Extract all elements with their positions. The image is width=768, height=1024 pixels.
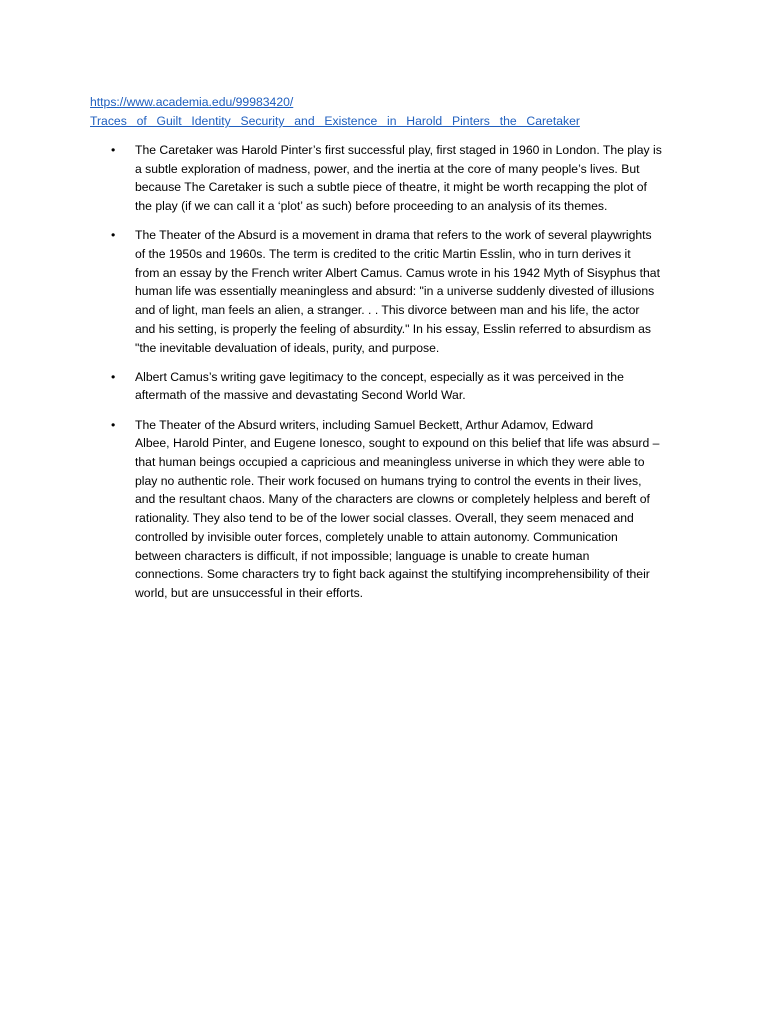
bullet-list — [90, 141, 690, 613]
bullet-item-theater-of-absurd — [90, 226, 690, 357]
bullet-item-caretaker-summary — [90, 141, 690, 216]
source-url-link[interactable]: https://www.academia.edu/99983420/ — [90, 95, 294, 109]
text-line: human life was essentially meaningless and absurd: "in a universe suddenly divested of illusions — [135, 284, 655, 299]
text-line: The Theater of the Absurd writers, including Samuel Beckett, Arthur Adamov, Edward — [135, 417, 594, 432]
bullet-item-camus-legitimacy — [90, 368, 690, 405]
text-line: rationality. They also tend to be of the lower social classes. Overall, they seem menaced and — [135, 511, 634, 526]
text-line: that human beings occupied a capricious and meaningless universe in which they were able to — [135, 455, 645, 470]
text-line: controlled by invisible outer forces, completely unable to attain autonomy. Communication — [135, 529, 618, 544]
text-line: connections. Some characters try to fight back against the stultifying incomprehensibility of their — [135, 567, 650, 582]
text-line: and of light, man feels an alien, a stranger. . . This divorce between man and his life, the actor — [135, 303, 640, 318]
text-line: Albert Camus’s writing gave legitimacy to the concept, especially as it was perceived in the — [135, 369, 624, 384]
bullet-icon: • — [111, 143, 116, 157]
text-line: "the inevitable devaluation of ideals, purity, and purpose. — [135, 340, 440, 355]
text-line: play no authentic role. Their work focused on humans trying to control the events in their lives, — [135, 473, 642, 488]
paragraph-text — [135, 416, 687, 603]
text-line: from an essay by the French writer Albert Camus. Camus wrote in his 1942 Myth of Sisyphus that — [135, 265, 660, 280]
paragraph-text — [135, 141, 687, 216]
text-line: the play (if we can call it a ‘plot’ as such) before proceeding to an analysis of its themes. — [135, 199, 608, 214]
bullet-icon: • — [111, 369, 116, 384]
bullet-icon: • — [111, 417, 116, 432]
bullet-item-absurd-writers — [90, 416, 690, 603]
source-title-link[interactable]: Traces of Guilt Identity Security and Existence in Harold Pinters the Caretaker — [90, 114, 580, 128]
text-line: between characters is difficult, if not impossible; language is unable to create human — [135, 548, 590, 563]
text-line: and his setting, is properly the feeling of absurdity." In his essay, Esslin referred to absurdism as — [135, 321, 651, 336]
source-links — [90, 93, 690, 131]
text-line: The Caretaker was Harold Pinter’s first successful play, first staged in 1960 in London. The play is — [135, 143, 662, 157]
text-line: of the 1950s and 1960s. The term is credited to the critic Martin Esslin, who in turn derives it — [135, 247, 631, 262]
text-line: a subtle exploration of madness, power, and the inertia at the core of many people’s lives. But — [135, 161, 640, 176]
paragraph-text — [135, 368, 687, 405]
paragraph-text — [135, 226, 687, 357]
text-line: world, but are unsuccessful in their efforts. — [135, 585, 364, 600]
text-line: The Theater of the Absurd is a movement in drama that refers to the work of several playwrights — [135, 228, 652, 243]
text-line: Albee, Harold Pinter, and Eugene Ionesco, sought to expound on this belief that life was absurd – — [135, 436, 660, 451]
bullet-icon: • — [111, 228, 116, 243]
text-line: and the resultant chaos. Many of the characters are clowns or completely helpless and bereft of — [135, 492, 650, 507]
text-line: aftermath of the massive and devastating Second World War. — [135, 388, 466, 403]
text-line: because The Caretaker is such a subtle piece of theatre, it might be worth recapping the plot of — [135, 180, 647, 195]
